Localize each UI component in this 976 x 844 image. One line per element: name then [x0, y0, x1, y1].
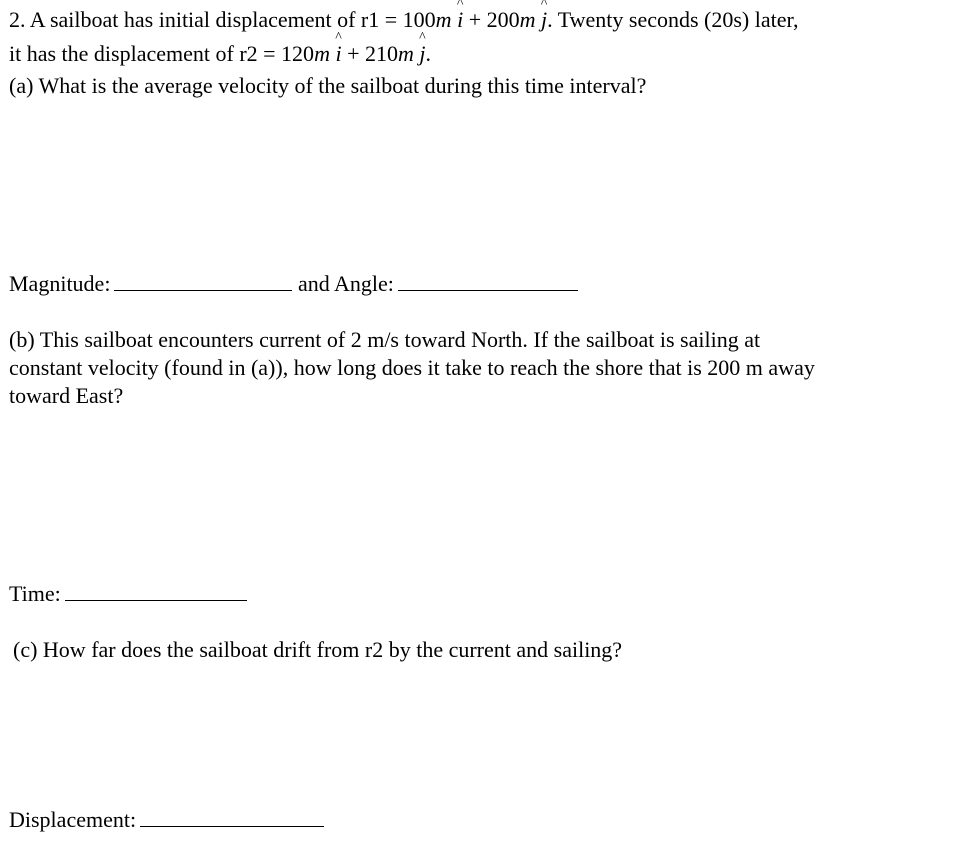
text: m	[435, 7, 452, 32]
magnitude-blank[interactable]	[114, 272, 292, 291]
part-a-question: (a) What is the average velocity of the sailboat during this time interval?	[9, 73, 647, 98]
unit-vector-j: ^ j	[419, 40, 425, 68]
text: it has the displacement of r2 = 120	[9, 41, 315, 66]
text: m	[398, 41, 414, 66]
displacement-label: Displacement:	[9, 807, 137, 832]
part-b-line-3: toward East?	[9, 383, 124, 408]
magnitude-label: Magnitude:	[9, 271, 111, 296]
angle-label: and Angle:	[297, 271, 394, 296]
angle-blank[interactable]	[398, 272, 578, 291]
unit-vector-i: ^ i	[457, 6, 463, 34]
part-b-line-2: constant velocity (found in (a)), how long does it take to reach the shore that is 200 m away	[9, 355, 815, 380]
question-line-2	[9, 40, 431, 68]
text: . Twenty seconds (20s) later,	[547, 7, 799, 32]
text: .	[425, 41, 432, 66]
text: m	[314, 41, 330, 66]
displacement-blank[interactable]	[140, 808, 324, 827]
question-line-1	[9, 6, 798, 34]
text: m	[519, 7, 536, 32]
text: + 200	[463, 7, 520, 32]
unit-vector-j: ^ j	[541, 6, 547, 34]
text: + 210	[341, 41, 398, 66]
unit-vector-i: ^ i	[335, 40, 341, 68]
text: 2. A sailboat has initial displacement of r1 = 100	[9, 7, 436, 32]
time-answer-line	[9, 580, 247, 608]
magnitude-answer-line	[9, 270, 578, 298]
time-label: Time:	[9, 581, 61, 606]
time-blank[interactable]	[65, 582, 247, 601]
displacement-answer-line	[9, 806, 324, 834]
part-b-line-1: (b) This sailboat encounters current of 2 m/s toward North. If the sailboat is sailing at	[9, 327, 761, 352]
part-c-question: (c) How far does the sailboat drift from r2 by the current and sailing?	[13, 637, 623, 662]
